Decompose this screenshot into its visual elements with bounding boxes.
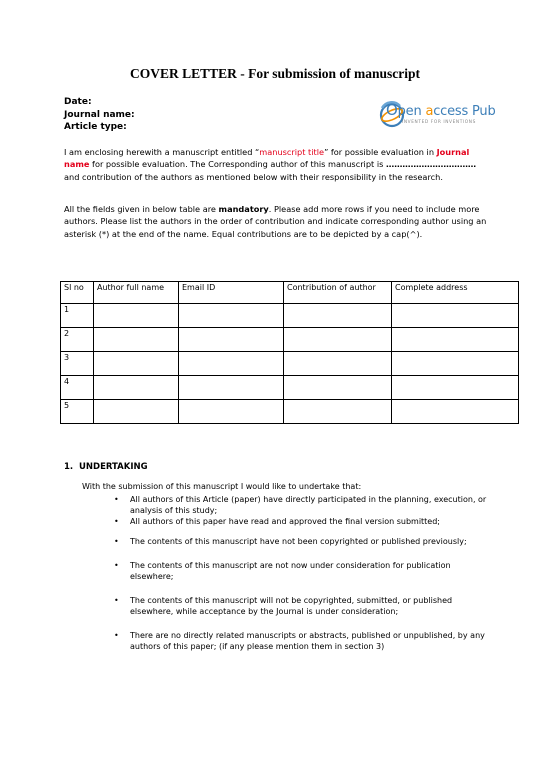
section-number: 1. — [64, 462, 74, 472]
instructions-paragraph — [64, 203, 490, 240]
cell-contribution[interactable] — [284, 304, 392, 328]
cell-email[interactable] — [179, 376, 284, 400]
bullet-icon: • — [114, 517, 119, 526]
section-title: UNDERTAKING — [79, 462, 148, 472]
journal-name-placeholder: Journal name — [64, 147, 470, 170]
cell-contribution[interactable] — [284, 352, 392, 376]
article-type-label: Article type: — [64, 122, 127, 132]
cell-email[interactable] — [179, 304, 284, 328]
undertaking-intro: With the submission of this manuscript I would like to undertake that: — [82, 482, 362, 491]
manuscript-title-placeholder: manuscript title — [259, 147, 325, 157]
mandatory-word: mandatory — [218, 204, 269, 214]
intro-text-1: I am enclosing herewith a manuscript entitled “ — [64, 147, 260, 157]
bullet-icon: • — [114, 495, 119, 504]
corresponding-author-blank: …………………………… — [386, 159, 477, 170]
cell-contribution[interactable] — [284, 328, 392, 352]
intro-text-3: for possible evaluation. The Corresponding author of this manuscript is — [89, 159, 386, 170]
intro-paragraph — [64, 146, 490, 183]
cell-contribution[interactable] — [284, 376, 392, 400]
list-item-text: All authors of this paper have read and approved the final version submitted; — [130, 517, 441, 526]
header-fields — [64, 96, 135, 134]
logo-letter-o: O — [386, 101, 398, 119]
journal-name-label: Journal name: — [64, 109, 135, 120]
intro-text-4: and contribution of the authors as mentioned below with their responsibility in the research. — [64, 171, 443, 182]
logo-tagline: INVENTED FOR INVENTIONS — [402, 120, 476, 125]
cell-author-name[interactable] — [94, 328, 179, 352]
bullet-icon: • — [114, 561, 119, 570]
cell-email[interactable] — [179, 328, 284, 352]
list-item — [114, 560, 494, 582]
cell-address[interactable] — [392, 328, 519, 352]
list-item — [114, 595, 494, 617]
logo-text-pen: pen — [397, 104, 426, 119]
logo-letter-a: a — [425, 104, 434, 119]
table-row — [61, 352, 519, 376]
list-item — [114, 630, 494, 652]
date-label: Date: — [64, 97, 92, 107]
cell-author-name[interactable] — [94, 376, 179, 400]
cell-author-name[interactable] — [94, 304, 179, 328]
table-header-row — [61, 282, 519, 304]
header-address: Complete address — [392, 282, 519, 304]
list-item — [114, 516, 494, 527]
table-row — [61, 400, 519, 424]
bullet-icon: • — [114, 596, 119, 605]
list-item-text: The contents of this manuscript will not be copyrighted, submitted, or published elsewhere, while acceptance by the Journal is under consideration; — [130, 596, 453, 616]
header-email: Email ID — [179, 282, 284, 304]
bullet-icon: • — [114, 537, 119, 546]
header-author-name: Author full name — [94, 282, 179, 304]
cell-sl-no: 2 — [61, 328, 94, 352]
cell-email[interactable] — [179, 400, 284, 424]
list-item-text: The contents of this manuscript are not now under consideration for publication elsewhere; — [130, 561, 451, 581]
authors-table — [60, 281, 519, 424]
logo-text-ccess-pub: ccess Pub — [433, 104, 496, 119]
list-item — [114, 536, 494, 547]
undertaking-heading — [64, 462, 148, 472]
logo-wordmark — [386, 101, 496, 119]
instructions-text-2: . Please add more rows if you need to include more authors. Please list the authors in the order of contribution and indicate corresponding author using an asterisk (*) at the end of the name. Equal contributions are to be depicted by a cap(^). — [64, 204, 487, 239]
open-access-pub-logo — [370, 98, 496, 132]
bullet-icon: • — [114, 631, 119, 640]
list-item-text: There are no directly related manuscripts or abstracts, published or unpublished, by any authors of this paper; (if any please mention them in section 3) — [130, 631, 485, 651]
header-sl-no: Sl no — [61, 282, 94, 304]
list-item — [114, 494, 494, 516]
undertaking-list — [114, 494, 494, 652]
cell-sl-no: 4 — [61, 376, 94, 400]
cell-author-name[interactable] — [94, 400, 179, 424]
cell-address[interactable] — [392, 304, 519, 328]
cell-sl-no: 5 — [61, 400, 94, 424]
cell-address[interactable] — [392, 352, 519, 376]
header-contribution: Contribution of author — [284, 282, 392, 304]
table-row — [61, 376, 519, 400]
page-title: COVER LETTER - For submission of manuscript — [129, 66, 421, 81]
cell-contribution[interactable] — [284, 400, 392, 424]
list-item-text: All authors of this Article (paper) have directly participated in the planning, execution, or analysis of this study; — [130, 495, 487, 515]
table-row — [61, 328, 519, 352]
cell-address[interactable] — [392, 376, 519, 400]
cell-author-name[interactable] — [94, 352, 179, 376]
intro-text-2: ” for possible evaluation in — [324, 147, 437, 157]
cell-address[interactable] — [392, 400, 519, 424]
cell-sl-no: 3 — [61, 352, 94, 376]
instructions-text-1: All the fields given in below table are — [64, 204, 219, 214]
cell-sl-no: 1 — [61, 304, 94, 328]
cell-email[interactable] — [179, 352, 284, 376]
table-row — [61, 304, 519, 328]
list-item-text: The contents of this manuscript have not been copyrighted or published previously; — [130, 537, 467, 546]
